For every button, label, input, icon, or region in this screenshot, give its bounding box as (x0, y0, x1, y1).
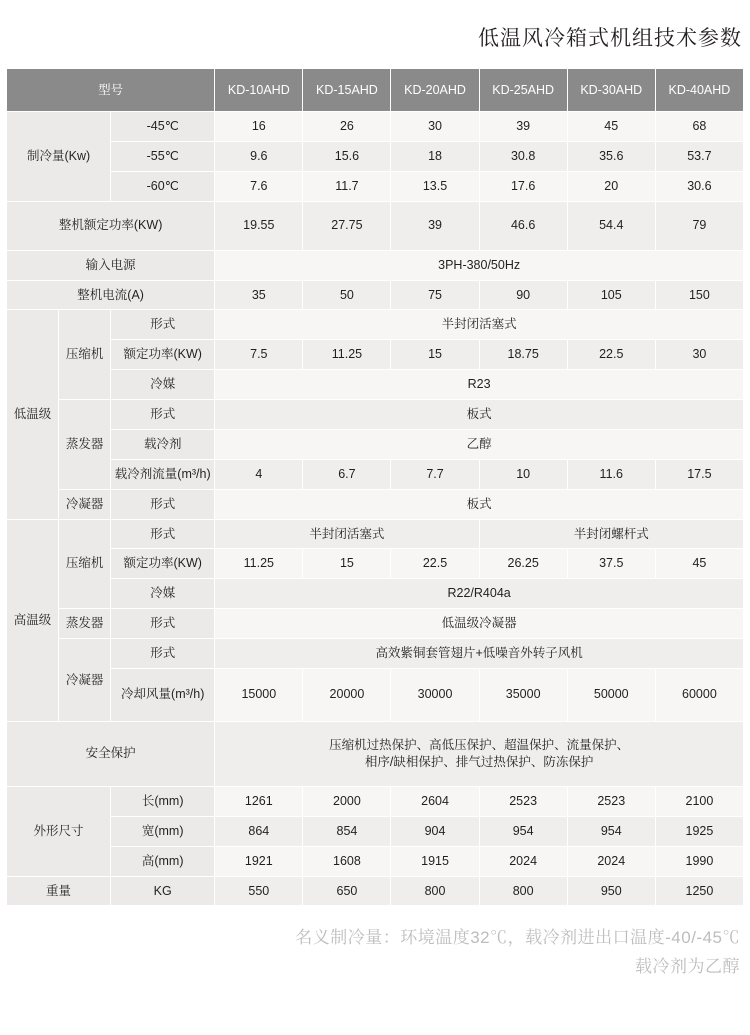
table-row (7, 519, 744, 549)
header-model-0: KD-10AHD (215, 69, 303, 112)
cooling-temp-1: -55℃ (111, 141, 215, 171)
high-compressor-label: 压缩机 (59, 519, 111, 609)
rated-power-2: 39 (391, 201, 479, 250)
high-compressor-power-label: 额定功率(KW) (111, 549, 215, 579)
low-flow-0: 4 (215, 459, 303, 489)
low-comp-power-1: 11.25 (303, 340, 391, 370)
table-row (7, 579, 744, 609)
low-condenser-type-value: 板式 (215, 489, 744, 519)
header-model-3: KD-25AHD (479, 69, 567, 112)
page-title: 低温风冷箱式机组技术参数 (478, 27, 742, 50)
dimension-name-2: 高(mm) (111, 846, 215, 876)
dim-1-3: 954 (479, 816, 567, 846)
high-air-flow-1: 20000 (303, 668, 391, 721)
cooling-2-3: 17.6 (479, 171, 567, 201)
cooling-0-2: 30 (391, 112, 479, 142)
header-model-label: 型号 (7, 69, 215, 112)
total-current-2: 75 (391, 280, 479, 310)
dim-2-5: 1990 (655, 846, 743, 876)
low-flow-1: 6.7 (303, 459, 391, 489)
table-row (7, 250, 744, 280)
rated-power-4: 54.4 (567, 201, 655, 250)
high-condenser-label: 冷凝器 (59, 639, 111, 722)
low-coolant-value: 乙醇 (215, 429, 744, 459)
cooling-2-2: 13.5 (391, 171, 479, 201)
high-compressor-type-value-left: 半封闭活塞式 (215, 519, 479, 549)
high-comp-power-0: 11.25 (215, 549, 303, 579)
cooling-0-1: 26 (303, 112, 391, 142)
dim-0-1: 2000 (303, 786, 391, 816)
low-condenser-label: 冷凝器 (59, 489, 111, 519)
total-current-label: 整机电流(A) (7, 280, 215, 310)
weight-4: 950 (567, 876, 655, 906)
weight-3: 800 (479, 876, 567, 906)
table-row (7, 340, 744, 370)
rated-power-5: 79 (655, 201, 743, 250)
table-row (7, 201, 744, 250)
rated-power-label: 整机额定功率(KW) (7, 201, 215, 250)
cooling-2-4: 20 (567, 171, 655, 201)
cooling-1-1: 15.6 (303, 141, 391, 171)
dim-1-2: 904 (391, 816, 479, 846)
weight-1: 650 (303, 876, 391, 906)
low-compressor-type-label: 形式 (111, 310, 215, 340)
high-stage-label: 高温级 (7, 519, 59, 721)
cooling-0-4: 45 (567, 112, 655, 142)
cooling-temp-0: -45℃ (111, 112, 215, 142)
low-refrigerant-value: R23 (215, 370, 744, 400)
rated-power-0: 19.55 (215, 201, 303, 250)
dim-2-3: 2024 (479, 846, 567, 876)
cooling-0-5: 68 (655, 112, 743, 142)
header-model-5: KD-40AHD (655, 69, 743, 112)
high-compressor-type-value-right: 半封闭螺杆式 (479, 519, 743, 549)
dim-0-4: 2523 (567, 786, 655, 816)
table-row (7, 141, 744, 171)
table-row (7, 846, 744, 876)
high-evaporator-label: 蒸发器 (59, 609, 111, 639)
cooling-1-4: 35.6 (567, 141, 655, 171)
high-air-flow-0: 15000 (215, 668, 303, 721)
table-row (7, 668, 744, 721)
header-model-1: KD-15AHD (303, 69, 391, 112)
low-flow-5: 17.5 (655, 459, 743, 489)
dim-0-3: 2523 (479, 786, 567, 816)
table-row (7, 310, 744, 340)
header-model-4: KD-30AHD (567, 69, 655, 112)
low-compressor-label: 压缩机 (59, 310, 111, 400)
high-compressor-type-label: 形式 (111, 519, 215, 549)
rated-power-1: 27.75 (303, 201, 391, 250)
low-comp-power-0: 7.5 (215, 340, 303, 370)
weight-unit-label: KG (111, 876, 215, 906)
low-comp-power-3: 18.75 (479, 340, 567, 370)
table-row (7, 639, 744, 669)
table-row (7, 429, 744, 459)
table-row (7, 370, 744, 400)
weight-label: 重量 (7, 876, 111, 906)
table-row (7, 489, 744, 519)
low-flow-4: 11.6 (567, 459, 655, 489)
table-row (7, 816, 744, 846)
dim-2-0: 1921 (215, 846, 303, 876)
weight-5: 1250 (655, 876, 743, 906)
dimension-name-0: 长(mm) (111, 786, 215, 816)
low-comp-power-2: 15 (391, 340, 479, 370)
high-comp-power-3: 26.25 (479, 549, 567, 579)
low-coolant-label: 载冷剂 (111, 429, 215, 459)
table-row (7, 549, 744, 579)
dim-0-5: 2100 (655, 786, 743, 816)
dim-0-2: 2604 (391, 786, 479, 816)
dim-1-0: 864 (215, 816, 303, 846)
specification-table (6, 68, 744, 906)
high-comp-power-4: 37.5 (567, 549, 655, 579)
low-coolant-flow-label: 载冷剂流量(m³/h) (111, 459, 215, 489)
high-condenser-type-value: 高效紫铜套管翅片+低噪音外转子风机 (215, 639, 744, 669)
footnote-line-2: 载冷剂为乙醇 (635, 957, 740, 977)
low-flow-3: 10 (479, 459, 567, 489)
weight-2: 800 (391, 876, 479, 906)
low-refrigerant-label: 冷媒 (111, 370, 215, 400)
low-compressor-power-label: 额定功率(KW) (111, 340, 215, 370)
high-evaporator-type-value: 低温级冷凝器 (215, 609, 744, 639)
safety-value-line2: 相序/缺相保护、排气过热保护、防冻保护 (364, 754, 594, 769)
table-row (7, 400, 744, 430)
safety-value-line1: 压缩机过热保护、高低压保护、超温保护、流量保护、 (329, 738, 630, 752)
table-row (7, 280, 744, 310)
safety-value (215, 721, 744, 786)
dim-2-4: 2024 (567, 846, 655, 876)
table-row (7, 786, 744, 816)
table-row (7, 876, 744, 906)
cooling-capacity-label: 制冷量(Kw) (7, 112, 111, 202)
total-current-0: 35 (215, 280, 303, 310)
cooling-1-5: 53.7 (655, 141, 743, 171)
dim-1-1: 854 (303, 816, 391, 846)
cooling-2-1: 11.7 (303, 171, 391, 201)
footnote (0, 924, 750, 982)
cooling-0-0: 16 (215, 112, 303, 142)
cooling-2-5: 30.6 (655, 171, 743, 201)
high-air-flow-2: 30000 (391, 668, 479, 721)
input-power-value: 3PH-380/50Hz (215, 250, 744, 280)
cooling-0-3: 39 (479, 112, 567, 142)
high-refrigerant-label: 冷媒 (111, 579, 215, 609)
cooling-1-2: 18 (391, 141, 479, 171)
high-comp-power-5: 45 (655, 549, 743, 579)
high-comp-power-1: 15 (303, 549, 391, 579)
high-air-flow-4: 50000 (567, 668, 655, 721)
high-air-flow-label: 冷却风量(m³/h) (111, 668, 215, 721)
table-row (7, 721, 744, 786)
dimension-name-1: 宽(mm) (111, 816, 215, 846)
high-refrigerant-value: R22/R404a (215, 579, 744, 609)
table-row (7, 171, 744, 201)
weight-0: 550 (215, 876, 303, 906)
dim-1-5: 1925 (655, 816, 743, 846)
dim-1-4: 954 (567, 816, 655, 846)
low-stage-label: 低温级 (7, 310, 59, 519)
table-row (7, 459, 744, 489)
footnote-line-1: 名义制冷量：环境温度32℃，载冷剂进出口温度-40/-45℃ (295, 928, 740, 948)
cooling-2-0: 7.6 (215, 171, 303, 201)
table-header-row (7, 69, 744, 112)
total-current-5: 150 (655, 280, 743, 310)
dimension-label: 外形尺寸 (7, 786, 111, 876)
low-comp-power-4: 22.5 (567, 340, 655, 370)
low-condenser-type-label: 形式 (111, 489, 215, 519)
cooling-1-0: 9.6 (215, 141, 303, 171)
dim-2-1: 1608 (303, 846, 391, 876)
low-compressor-type-value: 半封闭活塞式 (215, 310, 744, 340)
table-row (7, 609, 744, 639)
cooling-1-3: 30.8 (479, 141, 567, 171)
low-comp-power-5: 30 (655, 340, 743, 370)
header-model-2: KD-20AHD (391, 69, 479, 112)
low-evaporator-type-label: 形式 (111, 400, 215, 430)
cooling-temp-2: -60℃ (111, 171, 215, 201)
dim-0-0: 1261 (215, 786, 303, 816)
safety-label: 安全保护 (7, 721, 215, 786)
low-evaporator-label: 蒸发器 (59, 400, 111, 490)
low-evaporator-type-value: 板式 (215, 400, 744, 430)
total-current-4: 105 (567, 280, 655, 310)
high-comp-power-2: 22.5 (391, 549, 479, 579)
input-power-label: 输入电源 (7, 250, 215, 280)
low-flow-2: 7.7 (391, 459, 479, 489)
dim-2-2: 1915 (391, 846, 479, 876)
high-evaporator-type-label: 形式 (111, 609, 215, 639)
table-row (7, 112, 744, 142)
high-air-flow-3: 35000 (479, 668, 567, 721)
high-condenser-type-label: 形式 (111, 639, 215, 669)
high-air-flow-5: 60000 (655, 668, 743, 721)
rated-power-3: 46.6 (479, 201, 567, 250)
total-current-3: 90 (479, 280, 567, 310)
total-current-1: 50 (303, 280, 391, 310)
